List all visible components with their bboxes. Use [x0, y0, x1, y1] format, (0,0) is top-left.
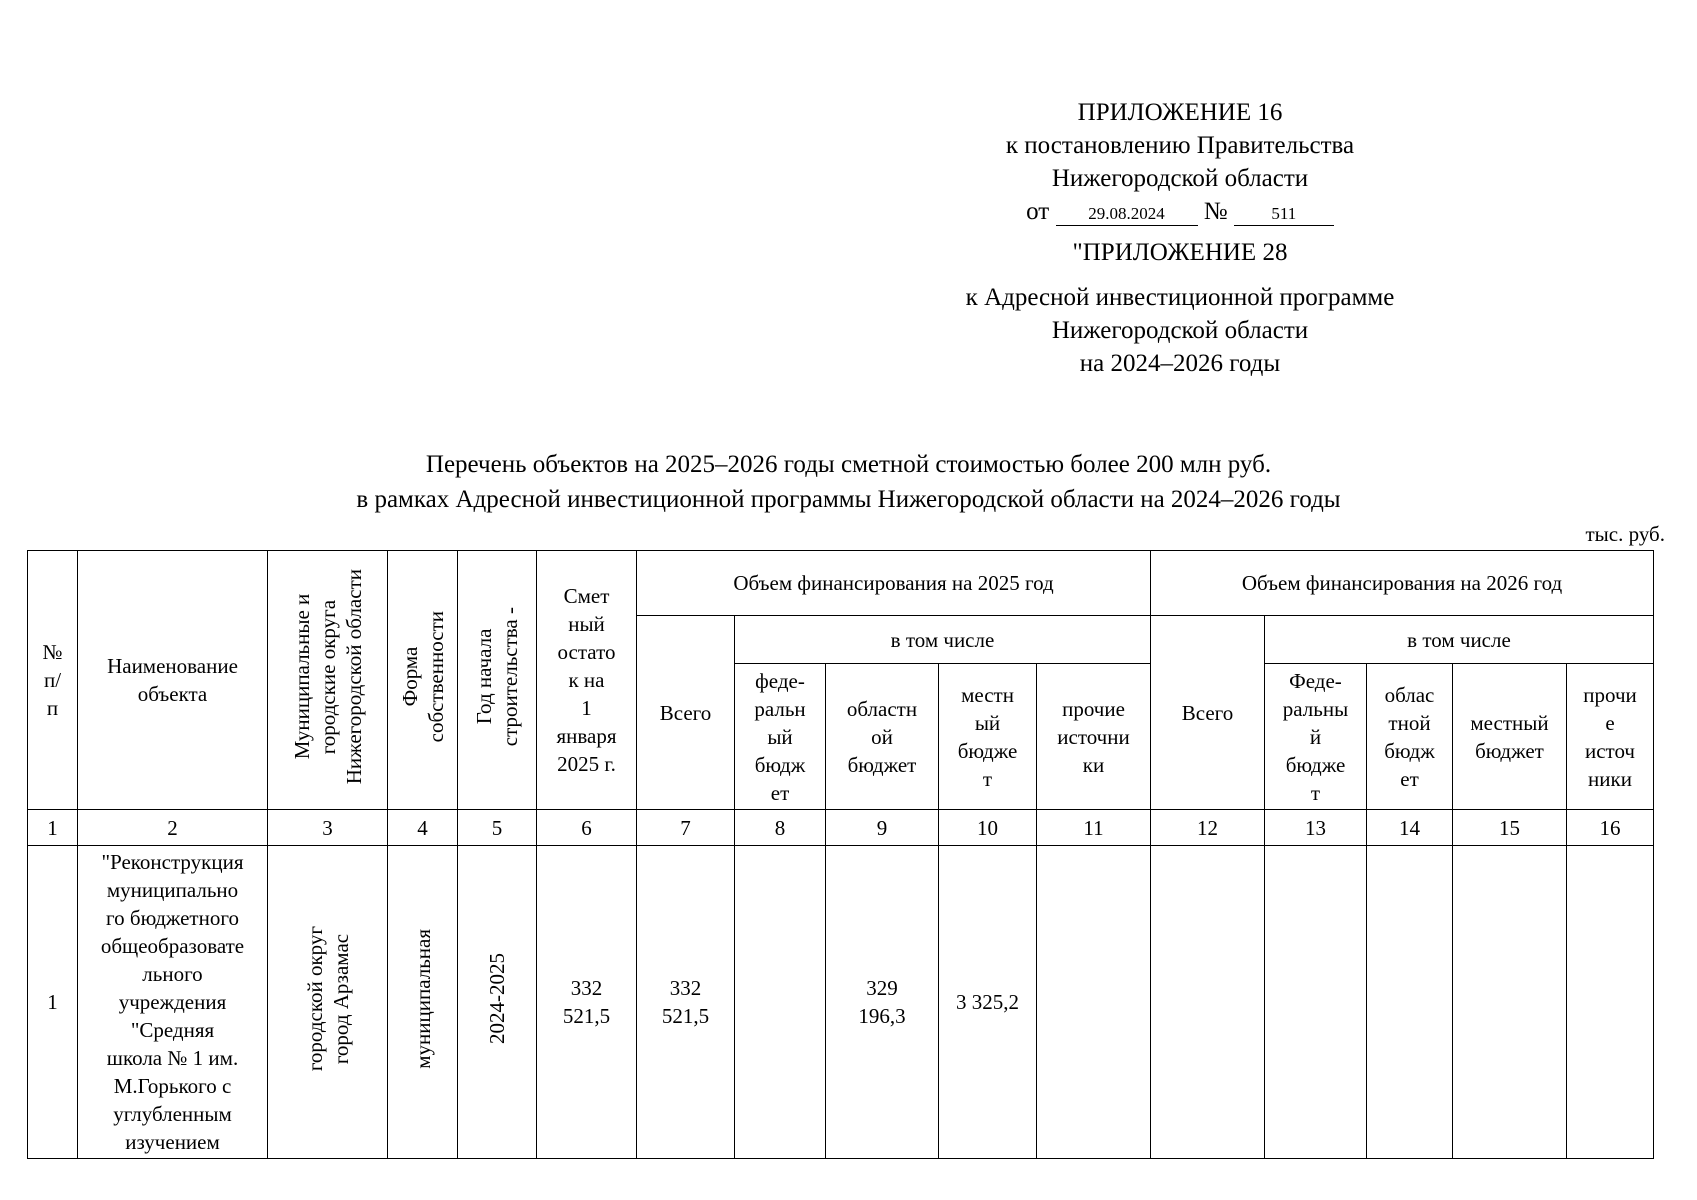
column-number: 7: [637, 810, 735, 846]
resolution-number: 511: [1234, 203, 1334, 226]
column-number: 4: [388, 810, 458, 846]
column-number: 9: [826, 810, 939, 846]
column-number: 1: [28, 810, 78, 846]
column-number: 14: [1367, 810, 1453, 846]
column-number: 5: [458, 810, 537, 846]
federal-2026-cell: [1265, 846, 1367, 1159]
col-header-start-year-text: Год начала строительства -: [472, 606, 522, 747]
row-number: 1: [28, 846, 78, 1159]
program-line-2: Нижегородской области: [1051, 317, 1309, 344]
region-line: Нижегородской области: [1051, 165, 1309, 192]
col-header-local-2026: местный бюджет: [1453, 664, 1567, 810]
column-number: 3: [268, 810, 388, 846]
col-header-municipality: [268, 551, 388, 810]
title-line-1: Перечень объектов на 2025–2026 годы сметной стоимостью более 200 млн руб.: [425, 451, 1272, 478]
ownership-text: муниципальная: [410, 928, 435, 1069]
regional-2026-cell: [1367, 846, 1453, 1159]
col-header-no: № п/ п: [28, 551, 78, 810]
years-cell: [458, 846, 537, 1159]
objects-table: [27, 550, 1654, 1159]
appendix-28-title: "ПРИЛОЖЕНИЕ 28: [1072, 239, 1288, 266]
column-number: 12: [1151, 810, 1265, 846]
col-header-name: Наименование объекта: [78, 551, 268, 810]
total-2026-cell: [1151, 846, 1265, 1159]
col-header-ownership-text: Форма собственности: [397, 610, 448, 743]
resolution-line: к постановлению Правительства: [1005, 132, 1355, 159]
col-header-other-2025: прочие источни ки: [1037, 664, 1151, 810]
number-label: №: [1203, 198, 1228, 225]
col-header-ownership: [388, 551, 458, 810]
program-line-1: к Адресной инвестиционной программе: [965, 284, 1395, 311]
resolution-date: 29.08.2024: [1056, 203, 1198, 226]
column-number: 2: [78, 810, 268, 846]
total-2025-cell: 332 521,5: [637, 846, 735, 1159]
column-number: 6: [537, 810, 637, 846]
column-number: 13: [1265, 810, 1367, 846]
program-line-3: на 2024–2026 годы: [1079, 350, 1281, 377]
column-number: 16: [1567, 810, 1654, 846]
ownership-cell: [388, 846, 458, 1159]
federal-2025-cell: [735, 846, 826, 1159]
col-header-local-2025: местн ый бюдже т: [939, 664, 1037, 810]
col-header-regional-2025: областн ой бюджет: [826, 664, 939, 810]
regional-2025-cell: 329 196,3: [826, 846, 939, 1159]
balance-cell: 332 521,5: [537, 846, 637, 1159]
col-header-balance: Смет ный остато к на 1 января 2025 г.: [537, 551, 637, 810]
years-text: 2024-2025: [485, 953, 509, 1044]
col-header-total-2026: Всего: [1151, 616, 1265, 810]
column-number: 11: [1037, 810, 1151, 846]
group-header-2026: Объем финансирования на 2026 год: [1151, 551, 1654, 616]
header-row-1: [28, 551, 1654, 616]
from-label: от: [1026, 198, 1050, 225]
appendix-16-title: ПРИЛОЖЕНИЕ 16: [1077, 99, 1283, 126]
including-header-2026: в том числе: [1265, 616, 1654, 664]
col-header-municipality-text: Муниципальные и городские округа Нижегородской области: [289, 568, 366, 785]
object-name: "Реконструкция муниципально го бюджетного общеобразовате льного учреждения "Средняя школа № 1 им. М.Горького с углубленным изучением: [78, 846, 268, 1159]
table-row: [28, 846, 1654, 1159]
title-line-2: в рамках Адресной инвестиционной программы Нижегородской области на 2024–2026 годы: [356, 486, 1341, 513]
other-2026-cell: [1567, 846, 1654, 1159]
local-2025-cell: 3 325,2: [939, 846, 1037, 1159]
column-number: 10: [939, 810, 1037, 846]
including-header-2025: в том числе: [735, 616, 1151, 664]
col-header-regional-2026: облас тной бюдж ет: [1367, 664, 1453, 810]
document-title: [0, 447, 1697, 517]
column-number: 15: [1453, 810, 1567, 846]
municipality-cell: [268, 846, 388, 1159]
group-header-2025: Объем финансирования на 2025 год: [637, 551, 1151, 616]
column-number-row: [28, 810, 1654, 846]
other-2025-cell: [1037, 846, 1151, 1159]
document-header: [920, 96, 1440, 380]
col-header-federal-2025: феде- ральн ый бюдж ет: [735, 664, 826, 810]
col-header-other-2026: прочи е источ ники: [1567, 664, 1654, 810]
municipality-text: городской округ город Арзамас: [302, 925, 353, 1072]
col-header-federal-2026: Феде- ральны й бюдже т: [1265, 664, 1367, 810]
date-number-line: [920, 195, 1440, 228]
column-number: 8: [735, 810, 826, 846]
units-label: тыс. руб.: [1585, 522, 1665, 546]
col-header-start-year: [458, 551, 537, 810]
local-2026-cell: [1453, 846, 1567, 1159]
col-header-total-2025: Всего: [637, 616, 735, 810]
